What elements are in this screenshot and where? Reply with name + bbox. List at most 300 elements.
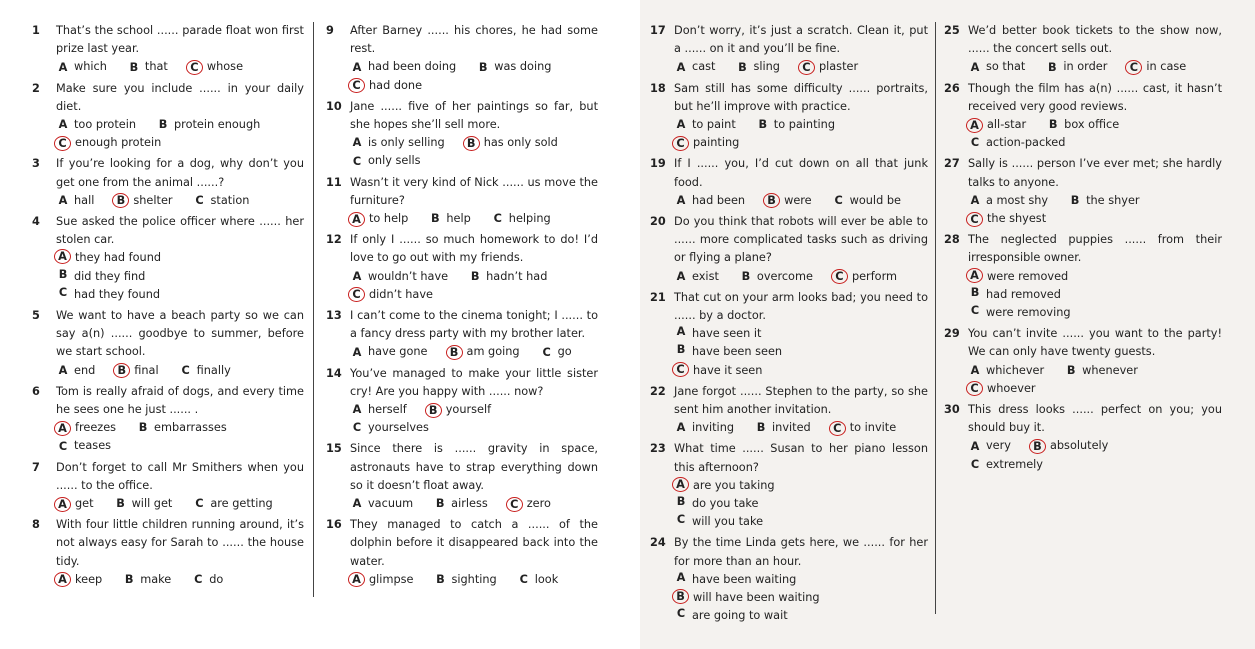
question-number: 24 [650, 536, 666, 550]
circled-option-letter: B [113, 363, 130, 378]
question-stem: If you’re looking for a dog, why don’t you get one from the animal ......? [56, 157, 304, 189]
option-text: has only sold [483, 136, 558, 150]
question-column-4 [944, 22, 1222, 477]
option-text: will you take [692, 515, 764, 529]
answer-options [56, 419, 304, 455]
circled-option-letter: C [348, 287, 365, 302]
question-stem: Don’t forget to call Mr Smithers when you ...... to the office. [56, 460, 304, 492]
question-number: 5 [32, 309, 40, 323]
option-text: absolutely [1049, 439, 1109, 453]
answer-option[interactable] [56, 116, 136, 134]
option-text: will have been waiting [693, 591, 820, 605]
option-letter: B [116, 497, 125, 511]
question-number: 25 [944, 24, 960, 37]
option-letter: A [352, 345, 362, 359]
circled-option-letter: C [798, 60, 815, 75]
option-letter: C [352, 154, 362, 168]
option-letter: A [58, 60, 68, 74]
answer-option[interactable] [674, 325, 928, 343]
answer-option[interactable] [56, 286, 304, 304]
option-letter: A [352, 136, 362, 150]
answer-option[interactable] [831, 419, 896, 437]
answer-options [56, 362, 304, 380]
option-text: box office [1064, 118, 1120, 132]
answer-option[interactable] [968, 286, 1222, 304]
option-letter: C [970, 304, 980, 318]
circled-option-letter: C [506, 497, 523, 512]
option-text: final [134, 363, 159, 377]
answer-option[interactable] [1045, 58, 1107, 76]
option-letter: B [676, 343, 686, 357]
option-letter: B [470, 269, 480, 283]
question-stem: They managed to catch a ...... of the dolphin before it disappeared back into the water. [350, 518, 598, 568]
option-text: had been doing [368, 60, 457, 74]
answer-options [56, 116, 304, 152]
answer-option[interactable] [191, 571, 223, 589]
question-item [326, 365, 598, 438]
circled-option-letter: A [54, 572, 71, 587]
answer-option[interactable] [433, 495, 488, 513]
option-letter: A [676, 325, 686, 339]
answer-option[interactable] [476, 58, 551, 76]
option-text: did they find [74, 269, 146, 283]
answer-options [674, 192, 928, 210]
option-text: have been seen [692, 345, 783, 359]
option-text: they had found [75, 251, 162, 265]
option-text: are you taking [693, 478, 775, 492]
question-stem: Though the film has a(n) ...... cast, it hasn’t received very good reviews. [968, 81, 1222, 113]
question-stem: We want to have a beach party so we can say a(n) ...... goodbye to summer, before we start school. [56, 309, 304, 359]
answer-option[interactable] [735, 58, 780, 76]
option-letter: C [181, 363, 190, 377]
answer-option[interactable] [674, 192, 745, 210]
question-number: 13 [326, 309, 342, 323]
option-text: will get [131, 497, 173, 511]
answer-options [674, 58, 928, 76]
question-item [326, 516, 598, 589]
answer-option[interactable] [350, 286, 433, 304]
question-stem: With four little children running around, it’s not always easy for Sarah to ...... the house tidy. [56, 518, 304, 568]
question-item [32, 80, 304, 153]
answer-option[interactable] [114, 192, 172, 210]
question-column-2 [326, 22, 598, 592]
answer-option[interactable] [968, 268, 1222, 286]
answer-option[interactable] [968, 134, 1065, 152]
question-item [944, 325, 1222, 398]
question-number: 28 [944, 233, 960, 247]
option-text: had been [692, 193, 746, 207]
answer-option[interactable] [1031, 437, 1108, 455]
answer-option[interactable] [540, 343, 572, 361]
option-text: had they found [74, 287, 161, 301]
answer-options [56, 58, 304, 76]
option-text: enough protein [75, 136, 162, 150]
option-letter: A [676, 269, 686, 283]
answer-options [350, 343, 598, 361]
option-text: sighting [451, 572, 497, 586]
question-stem: The neglected puppies ...... from their irresponsible owner. [968, 233, 1222, 265]
circled-option-letter: C [966, 212, 983, 227]
circled-option-letter: A [54, 249, 71, 264]
circled-option-letter: B [463, 136, 480, 151]
option-letter: A [58, 193, 68, 207]
question-item [326, 440, 598, 513]
option-text: were removing [986, 306, 1071, 320]
option-letter: B [970, 285, 980, 299]
circled-option-letter: A [54, 497, 71, 512]
answer-option[interactable] [188, 58, 243, 76]
option-letter: C [970, 457, 980, 471]
answer-option[interactable] [136, 419, 227, 437]
question-item [326, 98, 598, 171]
circled-option-letter: C [672, 136, 689, 151]
option-text: didn’t have [369, 287, 433, 301]
question-number: 7 [32, 460, 40, 474]
option-text: get [75, 497, 94, 511]
answer-option[interactable] [56, 419, 116, 437]
option-text: protein enough [174, 118, 261, 132]
option-text: cast [692, 60, 716, 74]
option-text: to help [369, 212, 409, 226]
circled-option-letter: C [829, 421, 846, 436]
answer-option[interactable] [968, 210, 1046, 228]
option-text: that [144, 60, 168, 74]
option-text: action-packed [986, 136, 1066, 150]
option-letter: C [519, 572, 528, 586]
question-number: 20 [650, 215, 666, 229]
question-number: 3 [32, 157, 40, 171]
option-text: whoever [987, 381, 1036, 395]
answer-option[interactable] [56, 362, 95, 380]
option-text: is only selling [368, 136, 445, 150]
answer-option[interactable] [968, 58, 1025, 76]
question-item [32, 307, 304, 380]
question-item [650, 80, 928, 153]
question-stem: You can’t invite ...... you want to the party! We can only have twenty guests. [968, 327, 1222, 359]
answer-options [56, 249, 304, 304]
question-number: 21 [650, 290, 666, 304]
option-letter: C [493, 212, 502, 226]
option-letter: B [756, 421, 766, 435]
option-letter: C [195, 497, 204, 511]
answer-option[interactable] [765, 192, 812, 210]
answer-option[interactable] [674, 362, 928, 380]
question-item [326, 22, 598, 95]
question-item [650, 440, 928, 531]
answer-option[interactable] [122, 571, 171, 589]
option-text: had removed [986, 287, 1061, 301]
question-number: 27 [944, 157, 960, 171]
answer-option[interactable] [1064, 362, 1138, 380]
option-letter: A [58, 363, 68, 377]
answer-option[interactable] [674, 477, 928, 495]
answer-options [350, 134, 598, 170]
answer-option[interactable] [674, 58, 715, 76]
question-item [650, 22, 928, 77]
question-column-1 [32, 22, 304, 592]
option-text: all-star [987, 118, 1027, 132]
answer-option[interactable] [56, 134, 161, 152]
question-number: 23 [650, 442, 666, 456]
answer-option[interactable] [517, 571, 559, 589]
answer-option[interactable] [674, 495, 928, 513]
option-text: the shyest [987, 212, 1047, 226]
question-item [326, 307, 598, 362]
option-letter: A [58, 118, 68, 132]
option-letter: A [676, 118, 686, 132]
answer-option[interactable] [674, 419, 734, 437]
question-number: 4 [32, 215, 40, 229]
answer-options [674, 325, 928, 380]
answer-option[interactable] [674, 343, 928, 361]
answer-options [350, 268, 598, 304]
answer-option[interactable] [350, 343, 428, 361]
option-letter: A [676, 193, 686, 207]
answer-option[interactable] [56, 571, 102, 589]
answer-options [350, 495, 598, 513]
question-item [32, 213, 304, 304]
option-text: make [140, 572, 172, 586]
option-letter: C [970, 136, 980, 150]
option-letter: A [352, 60, 362, 74]
option-letter: B [1066, 363, 1076, 377]
option-text: inviting [692, 421, 735, 435]
answer-option[interactable] [350, 134, 445, 152]
option-text: was doing [494, 60, 552, 74]
answer-option[interactable] [114, 495, 173, 513]
option-text: painting [693, 136, 740, 150]
answer-option[interactable] [350, 571, 413, 589]
answer-option[interactable] [433, 571, 496, 589]
question-stem: That’s the school ...... parade float won first prize last year. [56, 24, 304, 56]
option-text: teases [74, 439, 112, 453]
option-letter: A [676, 570, 686, 584]
option-letter: B [435, 497, 445, 511]
answer-option[interactable] [832, 192, 901, 210]
answer-option[interactable] [968, 380, 1036, 398]
option-text: invited [772, 421, 811, 435]
option-text: a most shy [986, 193, 1049, 207]
option-letter: B [478, 60, 488, 74]
answer-option[interactable] [968, 456, 1043, 474]
circled-option-letter: B [112, 193, 129, 208]
option-letter: C [676, 607, 686, 621]
option-text: end [74, 363, 96, 377]
answer-option[interactable] [350, 495, 413, 513]
question-number: 6 [32, 384, 40, 398]
question-number: 11 [326, 175, 342, 189]
question-item [32, 22, 304, 77]
answer-option[interactable] [674, 268, 719, 286]
answer-option[interactable] [448, 343, 520, 361]
question-item [32, 459, 304, 514]
answer-options [968, 58, 1222, 76]
option-text: glimpse [369, 572, 414, 586]
option-text: whose [206, 60, 244, 74]
option-text: helping [508, 212, 551, 226]
option-text: exist [692, 269, 719, 283]
answer-option[interactable] [156, 116, 260, 134]
answer-option[interactable] [1127, 58, 1186, 76]
answer-option[interactable] [968, 304, 1222, 322]
option-text: look [534, 572, 559, 586]
answer-option[interactable] [56, 58, 107, 76]
option-text: station [210, 193, 250, 207]
option-letter: C [194, 572, 203, 586]
answer-option[interactable] [56, 192, 94, 210]
option-text: too protein [74, 118, 137, 132]
answer-option[interactable] [350, 77, 422, 95]
answer-option[interactable] [465, 134, 558, 152]
circled-option-letter: C [348, 78, 365, 93]
question-number: 15 [326, 442, 342, 456]
option-text: freezes [75, 421, 117, 435]
question-number: 17 [650, 24, 666, 37]
option-text: whichever [986, 363, 1045, 377]
answer-option[interactable] [350, 401, 407, 419]
answer-options [350, 58, 598, 94]
answer-option[interactable] [127, 58, 168, 76]
option-letter: B [158, 118, 168, 132]
answer-option[interactable] [350, 268, 448, 286]
option-letter: A [352, 403, 362, 417]
circled-option-letter: C [831, 269, 848, 284]
answer-option[interactable] [56, 437, 111, 455]
option-letter: B [58, 267, 68, 281]
answer-option[interactable] [56, 249, 304, 267]
option-text: hadn’t had [486, 269, 548, 283]
question-stem: Sam still has some difficulty ...... portraits, but he’ll improve with practice. [674, 81, 928, 113]
option-letter: B [124, 572, 134, 586]
question-number: 14 [326, 366, 342, 380]
answer-option[interactable] [800, 58, 858, 76]
answer-options [674, 571, 928, 626]
option-text: have been waiting [692, 572, 797, 586]
answer-option[interactable] [350, 58, 456, 76]
option-letter: B [431, 212, 440, 226]
option-text: am going [466, 345, 520, 359]
answer-option[interactable] [350, 419, 429, 437]
option-text: only sells [368, 154, 421, 168]
option-letter: B [676, 495, 686, 509]
question-stem: If only I ...... so much homework to do! I’d love to go out with my friends. [350, 233, 598, 265]
option-letter: B [758, 118, 768, 132]
answer-option[interactable] [674, 571, 928, 589]
option-text: very [986, 439, 1011, 453]
question-item [326, 174, 598, 229]
option-text: have gone [368, 345, 428, 359]
answer-option[interactable] [468, 268, 547, 286]
answer-options [968, 362, 1222, 398]
answer-option[interactable] [350, 152, 421, 170]
question-stem: By the time Linda gets here, we ...... for her for more than an hour. [674, 536, 928, 568]
circled-option-letter: A [672, 477, 689, 492]
answer-option[interactable] [754, 419, 811, 437]
answer-option[interactable] [674, 607, 928, 625]
answer-option[interactable] [968, 362, 1044, 380]
question-number: 1 [32, 24, 40, 37]
option-letter: A [970, 60, 980, 74]
answer-option[interactable] [756, 116, 835, 134]
answer-option[interactable] [193, 192, 250, 210]
option-text: extremely [986, 457, 1043, 471]
answer-option[interactable] [115, 362, 158, 380]
question-item [944, 80, 1222, 153]
question-stem: I can’t come to the cinema tonight; I ...... to a fancy dress party with my brother later. [350, 309, 598, 341]
option-letter: A [970, 439, 980, 453]
answer-options [674, 419, 928, 437]
option-text: would be [849, 193, 901, 207]
answer-option[interactable] [674, 134, 739, 152]
answer-option[interactable] [968, 116, 1026, 134]
option-text: so that [986, 60, 1026, 74]
question-stem: Jane ...... five of her paintings so far, but she hopes she’ll sell more. [350, 99, 598, 132]
answer-options [350, 401, 598, 437]
answer-option[interactable] [674, 589, 928, 607]
answer-option[interactable] [428, 210, 470, 228]
answer-option[interactable] [739, 268, 813, 286]
answer-option[interactable] [350, 210, 408, 228]
question-item [650, 289, 928, 380]
question-item [650, 534, 928, 625]
answer-option[interactable] [674, 513, 928, 531]
circled-option-letter: C [186, 60, 203, 75]
answer-option[interactable] [508, 495, 551, 513]
option-text: have it seen [693, 363, 763, 377]
option-text: help [446, 212, 471, 226]
column-divider-right [935, 22, 936, 614]
answer-option[interactable] [833, 268, 897, 286]
question-number: 26 [944, 81, 960, 95]
answer-option[interactable] [491, 210, 551, 228]
option-text: which [74, 60, 107, 74]
option-letter: B [1048, 60, 1057, 74]
column-divider-left [313, 22, 314, 597]
question-number: 22 [650, 384, 666, 398]
answer-options [350, 210, 598, 228]
answer-option[interactable] [968, 192, 1048, 210]
option-text: herself [368, 403, 407, 417]
option-letter: B [738, 60, 747, 74]
question-number: 29 [944, 327, 960, 341]
answer-option[interactable] [192, 495, 272, 513]
question-item [944, 22, 1222, 77]
option-letter: A [676, 60, 686, 74]
answer-option[interactable] [1046, 116, 1119, 134]
answer-option[interactable] [968, 437, 1011, 455]
answer-option[interactable] [56, 495, 94, 513]
circled-option-letter: A [348, 572, 365, 587]
answer-option[interactable] [56, 268, 304, 286]
answer-options [350, 571, 598, 589]
circled-option-letter: A [348, 212, 365, 227]
option-text: to invite [849, 421, 897, 435]
answer-options [674, 477, 928, 532]
circled-option-letter: C [966, 381, 983, 396]
question-item [944, 401, 1222, 474]
answer-option[interactable] [1068, 192, 1139, 210]
answer-options [56, 192, 304, 210]
answer-options [968, 116, 1222, 152]
option-text: yourselves [368, 421, 429, 435]
question-item [326, 231, 598, 304]
answer-option[interactable] [427, 401, 491, 419]
answer-option[interactable] [179, 362, 231, 380]
question-stem: Don’t worry, it’s just a scratch. Clean it, put a ...... on it and you’ll be fine. [674, 24, 928, 56]
answer-option[interactable] [674, 116, 736, 134]
answer-options [674, 116, 928, 152]
circled-option-letter: B [763, 193, 780, 208]
